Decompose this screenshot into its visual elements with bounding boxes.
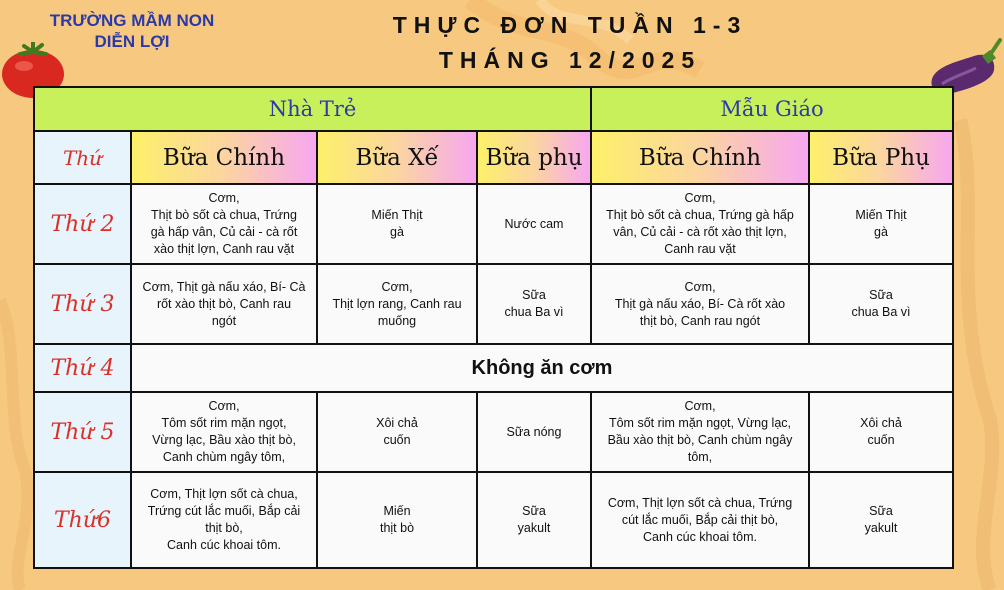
table-row <box>34 264 953 344</box>
menu-cell: Cơm, Thịt lợn sốt cà chua, Trứng cút lắc muối, Bắp cải thịt bò, Canh cúc khoai tôm. <box>131 472 317 568</box>
menu-cell: Miến Thịt gà <box>809 184 953 264</box>
table-row <box>34 184 953 264</box>
page-title <box>330 8 810 78</box>
menu-cell: Cơm, Thịt lợn sốt cà chua, Trứng cút lắc muối, Bắp cải thịt bò, Canh cúc khoai tôm. <box>591 472 809 568</box>
table-row <box>34 392 953 472</box>
col-nha-tre-bua-phu: Bữa phụ <box>477 131 591 184</box>
col-mau-giao-bua-chinh: Bữa Chính <box>591 131 809 184</box>
menu-cell: Sữa nóng <box>477 392 591 472</box>
menu-cell: Sữa yakult <box>809 472 953 568</box>
menu-cell: Sữa chua Ba vì <box>477 264 591 344</box>
day-label: Thứ6 <box>34 472 131 568</box>
table-row <box>34 472 953 568</box>
menu-cell: Cơm, Thịt gà nấu xáo, Bí- Cà rốt xào thịt bò, Canh rau ngót <box>591 264 809 344</box>
title-line2: THÁNG 12/2025 <box>438 47 702 73</box>
menu-cell: Cơm, Thịt gà nấu xáo, Bí- Cà rốt xào thịt bò, Canh rau ngót <box>131 264 317 344</box>
menu-cell: Miến Thịt gà <box>317 184 477 264</box>
group-mau-giao: Mẫu Giáo <box>591 87 953 131</box>
day-label: Thứ 2 <box>34 184 131 264</box>
col-nha-tre-bua-xe: Bữa Xế <box>317 131 477 184</box>
menu-cell: Cơm, Tôm sốt rim mặn ngọt, Vừng lạc, Bầu xào thịt bò, Canh chùm ngây tôm, <box>591 392 809 472</box>
menu-cell: Cơm, Thịt bò sốt cà chua, Trứng gà hấp vân, Củ cải - cà rốt xào thịt lợn, Canh rau vặt <box>591 184 809 264</box>
menu-cell: Cơm, Tôm sốt rim mặn ngọt, Vừng lạc, Bầu xào thịt bò, Canh chùm ngây tôm, <box>131 392 317 472</box>
menu-cell: Xôi chả cuốn <box>317 392 477 472</box>
day-label: Thứ 5 <box>34 392 131 472</box>
menu-cell: Xôi chả cuốn <box>809 392 953 472</box>
school-name-line1: TRƯỜNG MẦM NON <box>49 11 215 30</box>
menu-cell: Cơm, Thịt lợn rang, Canh rau muống <box>317 264 477 344</box>
title-line1: THỰC ĐƠN TUẦN 1-3 <box>392 12 748 38</box>
menu-cell: Sữa yakult <box>477 472 591 568</box>
menu-cell: Nước cam <box>477 184 591 264</box>
group-nha-tre: Nhà Trẻ <box>34 87 591 131</box>
menu-table <box>33 86 954 569</box>
col-mau-giao-bua-phu: Bữa Phụ <box>809 131 953 184</box>
table-row <box>34 344 953 392</box>
day-column-header: Thứ <box>34 131 131 184</box>
menu-cell: Sữa chua Ba vì <box>809 264 953 344</box>
menu-cell: Cơm, Thịt bò sốt cà chua, Trứng gà hấp vân, Củ cải - cà rốt xào thịt lợn, Canh rau vặt <box>131 184 317 264</box>
col-nha-tre-bua-chinh: Bữa Chính <box>131 131 317 184</box>
menu-cell: Miến thịt bò <box>317 472 477 568</box>
day-label: Thứ 3 <box>34 264 131 344</box>
day-label: Thứ 4 <box>34 344 131 392</box>
school-name-line2: DIỄN LỢI <box>94 32 170 51</box>
no-rice-note: Không ăn cơm <box>131 344 953 392</box>
